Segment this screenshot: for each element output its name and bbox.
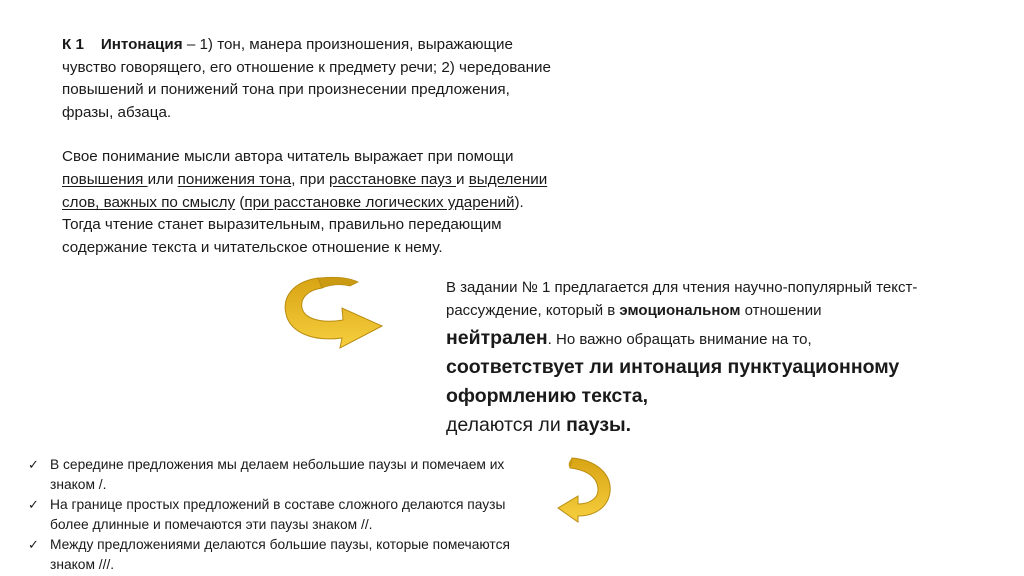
task-bold-correspondence: соответствует ли интонация пунктуационному оформлению текста, bbox=[446, 356, 900, 407]
task-text-3: . Но важно обращать внимание на то, bbox=[547, 331, 812, 348]
checkmark-icon: ✓ bbox=[28, 537, 39, 552]
task-text-1: В задании № 1 предлагается для чтения научно-популярный текст-рассуждение, который в bbox=[446, 279, 918, 319]
task-bold-pauses: паузы. bbox=[566, 414, 632, 436]
list-item-text: В середине предложения мы делаем небольшие паузы и помечаем их знаком /. bbox=[50, 457, 505, 492]
definition-label: К 1 bbox=[62, 36, 84, 53]
list-item-text: Между предложениями делаются большие паузы, которые помечаются знаком ///. bbox=[50, 537, 510, 572]
explanation-text-4: и bbox=[456, 170, 469, 188]
task-bold-neutral: нейтрален bbox=[446, 327, 548, 349]
explanation-text-1: Свое понимание мысли автора читатель выражает при помощи bbox=[62, 148, 514, 166]
list-item-text: На границе простых предложений в составе сложного делаются паузы более длинные и помечаются эти паузы знаком //. bbox=[50, 497, 506, 532]
list-item bbox=[26, 535, 546, 575]
curved-arrow-left-icon bbox=[556, 452, 616, 524]
explanation-text-5: ( bbox=[235, 193, 245, 211]
definition-block bbox=[62, 34, 552, 259]
pause-rules-list bbox=[26, 455, 546, 575]
task-bold-line bbox=[446, 353, 1006, 411]
curved-arrow-right-icon bbox=[278, 268, 388, 350]
checkmark-icon: ✓ bbox=[28, 497, 39, 512]
checkmark-icon: ✓ bbox=[28, 457, 39, 472]
task-block bbox=[446, 276, 1006, 440]
explanation-text-6: ). Тогда чтение станет выразительным, правильно передающим содержание текста и читательское отношение к нему. bbox=[62, 193, 524, 256]
definition-text: – 1) тон, манера произношения, выражающие чувство говорящего, его отношение к предмету речи; 2) чередование повышений и понижений тона при произнесении предложения, фразы, абзаца. bbox=[62, 36, 551, 121]
task-pauses-line bbox=[446, 411, 1006, 440]
underlined-emphasis: выделении слов, важных по смыслу bbox=[62, 170, 548, 211]
underlined-raising: повышения bbox=[62, 170, 148, 188]
underlined-pauses: расстановке пауз bbox=[329, 170, 457, 188]
definition-paragraph bbox=[62, 34, 552, 124]
task-paragraph bbox=[446, 276, 1006, 322]
underlined-logical-stress: при расстановке логических ударений bbox=[244, 193, 515, 211]
underlined-lowering: понижения тона bbox=[177, 170, 292, 188]
task-bold-emotional: эмоциональном bbox=[619, 302, 741, 319]
explanation-paragraph bbox=[62, 146, 552, 259]
list-item bbox=[26, 455, 546, 495]
explanation-text-2: или bbox=[147, 170, 178, 188]
task-text-4: делаются ли bbox=[446, 414, 567, 436]
explanation-text-3: , при bbox=[291, 170, 330, 188]
definition-term: Интонация bbox=[100, 36, 183, 53]
list-item bbox=[26, 495, 546, 535]
task-neutral-line bbox=[446, 324, 1006, 353]
task-text-2: отношении bbox=[740, 302, 822, 319]
